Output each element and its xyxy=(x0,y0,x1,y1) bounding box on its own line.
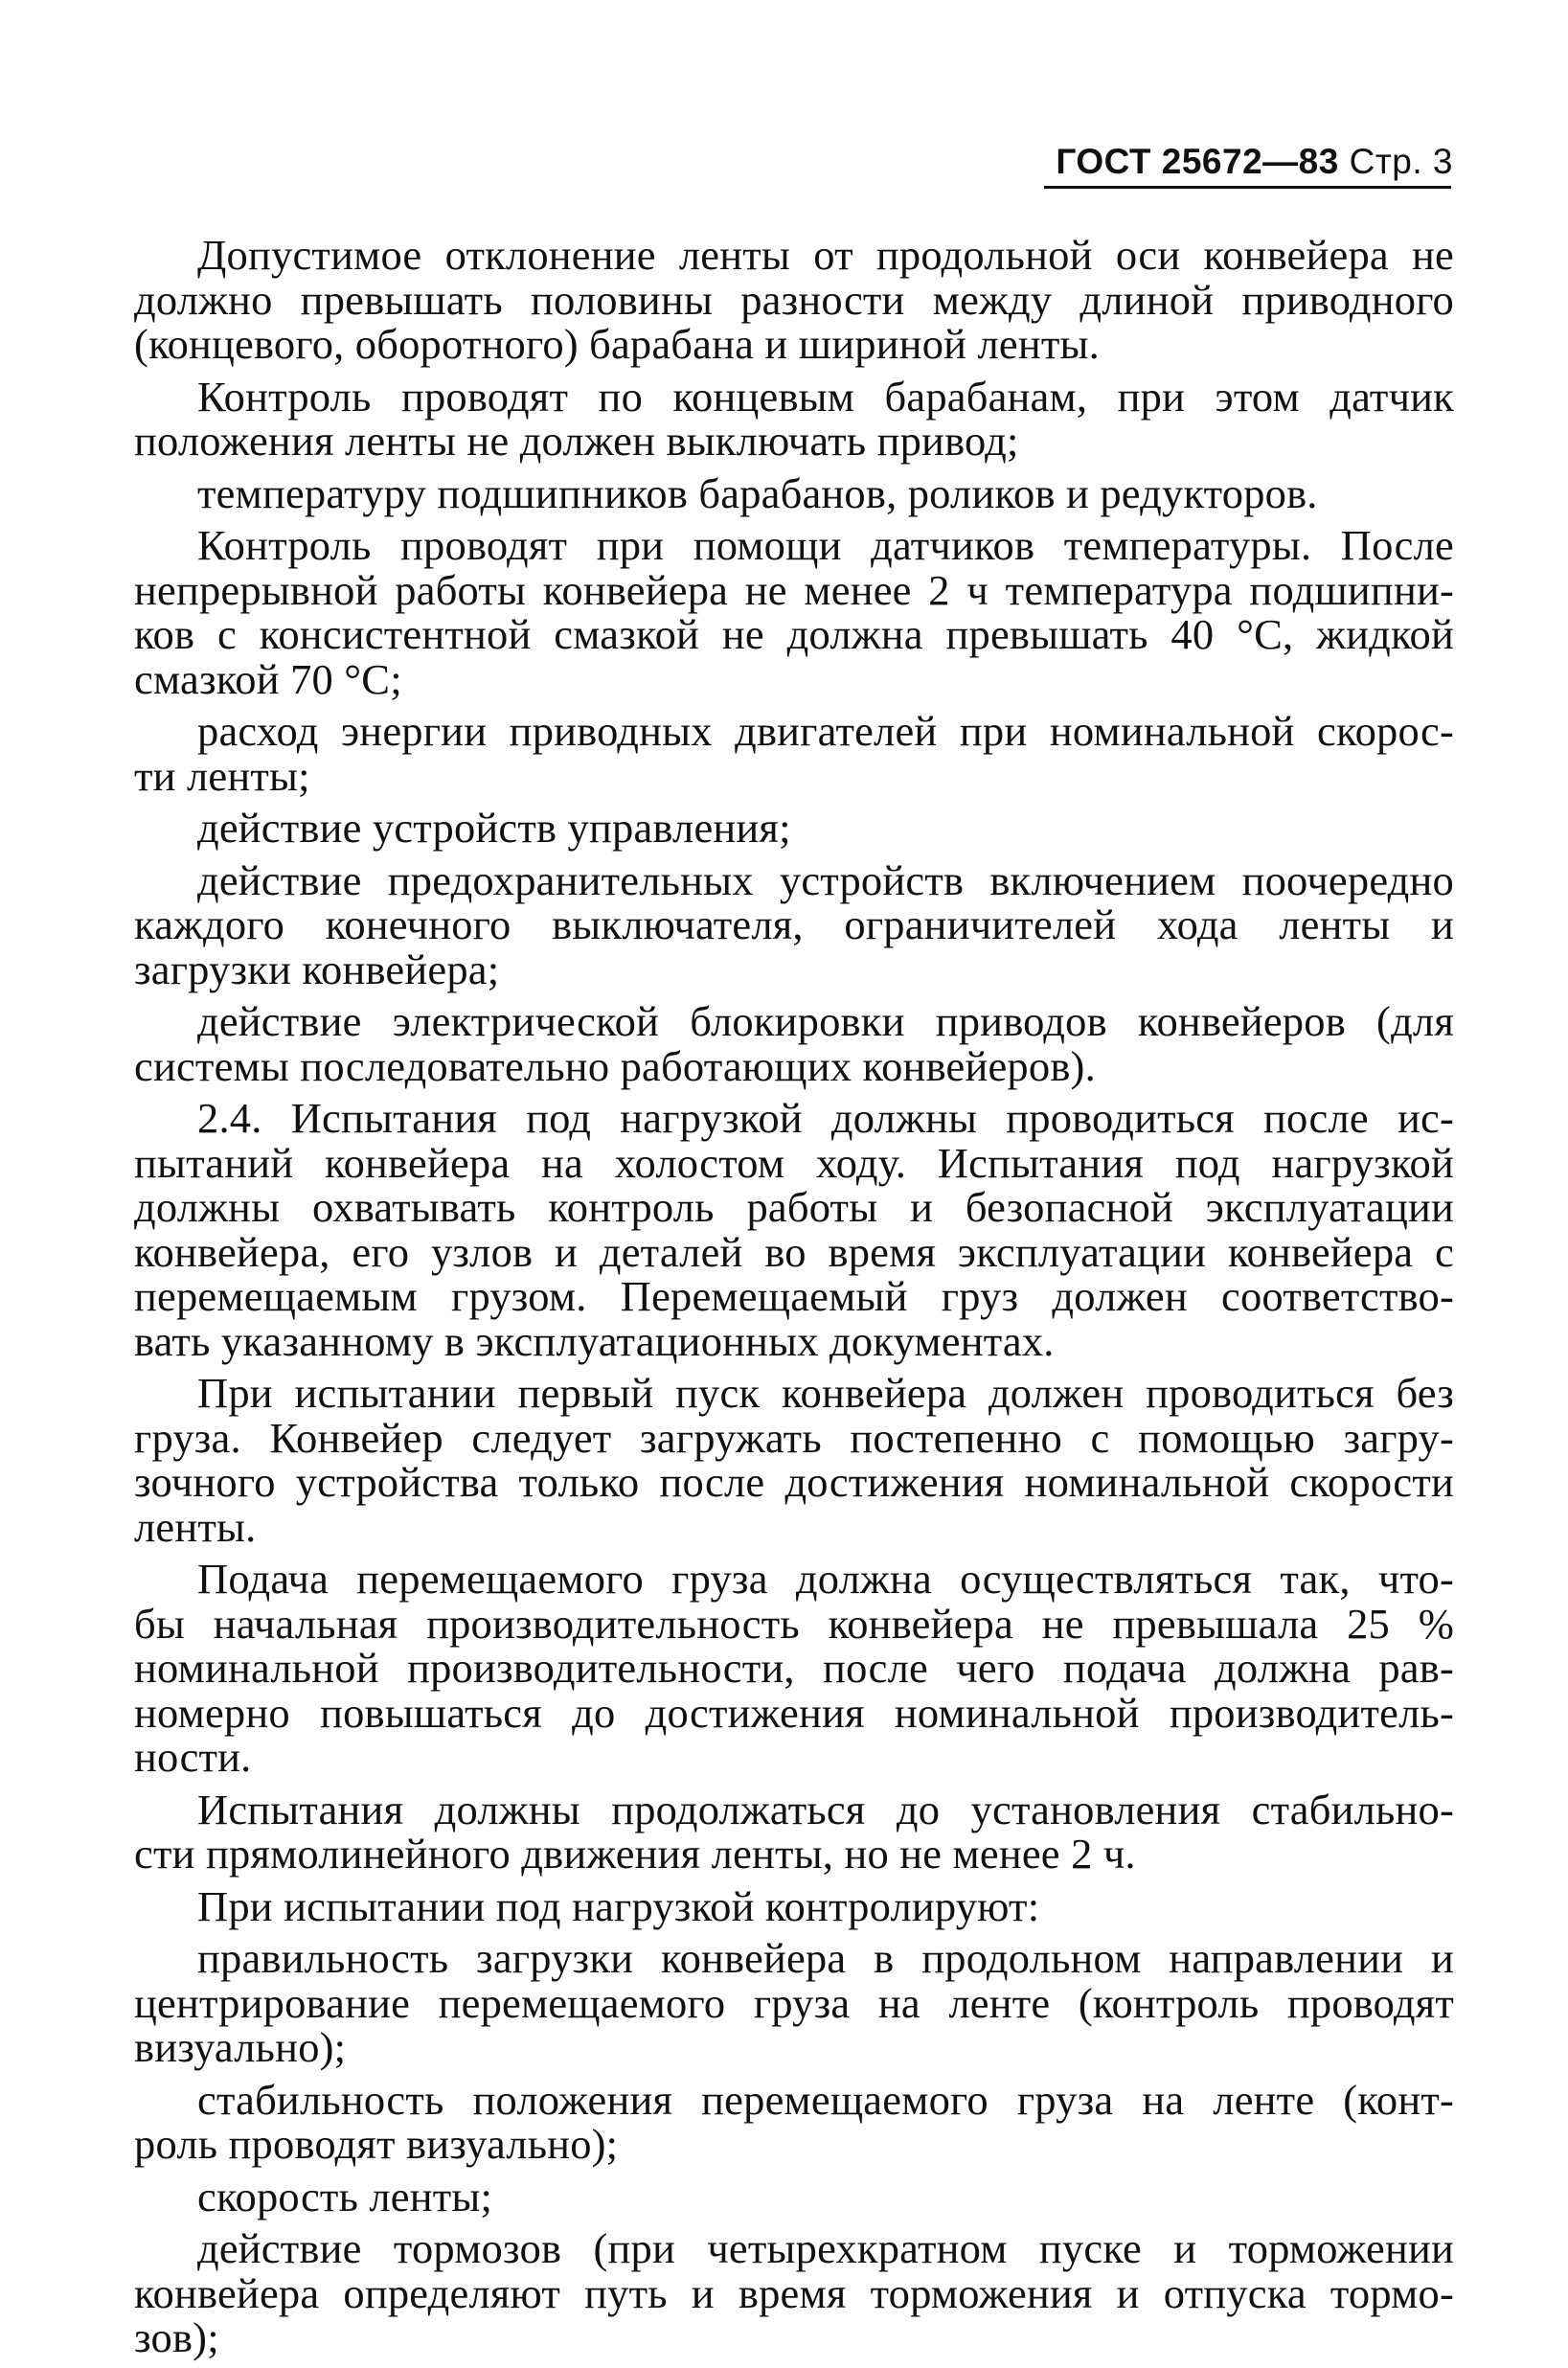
paragraph xyxy=(134,1096,1454,1363)
text-line: непрерывной работы конвейера не менее 2 ч температура подшипни- xyxy=(134,565,1454,614)
text-line: положения ленты не должен выключать привод; xyxy=(134,417,1019,465)
text-line: При испытании первый пуск конвейера должен проводиться без xyxy=(197,1369,1454,1417)
text-line: номерно повышаться до достижения номинальной производитель- xyxy=(134,1688,1454,1737)
text-line: действие устройств управления; xyxy=(197,804,791,852)
paragraph xyxy=(134,1371,1454,1549)
paragraph xyxy=(134,1936,1454,2070)
paragraph xyxy=(134,2226,1454,2360)
text-line: 2.4. Испытания под нагрузкой должны проводиться после ис- xyxy=(197,1094,1454,1142)
text-line: каждого конечного выключателя, ограничителей хода ленты и xyxy=(134,900,1454,948)
paragraph xyxy=(134,1881,1454,1930)
text-line: расход энергии приводных двигателей при номинальной скорос- xyxy=(197,707,1454,755)
text-line: груза. Конвейер следует загружать постепенно с помощью загру- xyxy=(134,1413,1454,1462)
text-line: визуально); xyxy=(134,2023,347,2071)
text-line: ков с консистентной смазкой не должна превышать 40 °С, жидкой xyxy=(134,610,1454,658)
header-rule xyxy=(1044,186,1451,189)
text-line: ленты. xyxy=(134,1502,257,1551)
paragraph xyxy=(134,2174,1454,2220)
paragraph xyxy=(134,2075,1454,2168)
text-line: сти прямолинейного движения ленты, но не менее 2 ч. xyxy=(134,1830,1136,1878)
text-line: бы начальная производительность конвейера не превышала 25 % xyxy=(134,1599,1454,1648)
text-line: Допустимое отклонение ленты от продольной оси конвейера не xyxy=(197,231,1454,279)
text-line: При испытании под нагрузкой контролируют: xyxy=(197,1881,1040,1930)
text-line: действие тормозов (при четырехкратном пуске и торможении xyxy=(197,2224,1454,2272)
text-line: зочного устройства только после достижения номинальной скорости xyxy=(134,1458,1454,1506)
text-line: системы последовательно работающих конвейеров). xyxy=(134,1041,1096,1090)
text-line: ти ленты; xyxy=(134,751,310,800)
text-line: номинальной производительности, после чего подача должна рав- xyxy=(134,1644,1454,1692)
text-line: (концевого, оборотного) барабана и шириной ленты. xyxy=(134,320,1100,368)
text-line: конвейера определяют путь и время торможения и отпуска тормо- xyxy=(134,2268,1454,2317)
paragraph xyxy=(134,468,1454,517)
page-number: Стр. 3 xyxy=(1349,142,1453,181)
paragraph xyxy=(134,233,1454,367)
text-line: должны охватывать контроль работы и безопасной эксплуатации xyxy=(134,1183,1454,1231)
text-line: должно превышать половины разности между длиной приводного xyxy=(134,275,1454,324)
text-line: стабильность положения перемещаемого груза на ленте (конт- xyxy=(197,2075,1454,2124)
text-line: температуру подшипников барабанов, роликов и редукторов. xyxy=(197,468,1318,517)
paragraph xyxy=(134,806,1454,851)
paragraph xyxy=(134,523,1454,701)
document-body xyxy=(134,233,1454,2368)
paragraph xyxy=(134,709,1454,798)
text-line: перемещаемым грузом. Перемещаемый груз должен соответство- xyxy=(134,1272,1454,1320)
text-line: действие предохранительных устройств включением поочередно xyxy=(197,855,1454,904)
text-line: Контроль проводят при помощи датчиков температуры. После xyxy=(197,521,1454,569)
text-line: загрузки конвейера; xyxy=(134,945,500,993)
page-header xyxy=(1039,140,1453,184)
text-line: Контроль проводят по концевым барабанам, при этом датчик xyxy=(197,372,1454,421)
paragraph xyxy=(134,1787,1454,1877)
text-line: правильность загрузки конвейера в продольном направлении и xyxy=(197,1934,1454,1982)
text-line: зов); xyxy=(134,2313,219,2361)
text-line: действие электрической блокировки приводов конвейеров (для xyxy=(197,997,1454,1045)
text-line: вать указанному в эксплуатационных документах. xyxy=(134,1316,1055,1365)
text-line: пытаний конвейера на холостом ходу. Испытания под нагрузкой xyxy=(134,1138,1454,1187)
text-line: ности. xyxy=(134,1733,252,1781)
paragraph xyxy=(134,372,1454,465)
text-line: конвейера, его узлов и деталей во время эксплуатации конвейера с xyxy=(134,1227,1454,1276)
text-line: Подача перемещаемого груза должна осуществляться так, что- xyxy=(197,1555,1454,1603)
standard-number: ГОСТ 25672—83 xyxy=(1056,142,1339,181)
text-line: смазкой 70 °С; xyxy=(134,654,402,703)
text-line: скорость ленты; xyxy=(197,2172,493,2220)
paragraph xyxy=(134,1557,1454,1780)
text-line: Испытания должны продолжаться до установления стабильно- xyxy=(197,1785,1454,1833)
paragraph xyxy=(134,855,1454,993)
text-line: центрирование перемещаемого груза на ленте (контроль проводят xyxy=(134,1978,1454,2027)
text-line: роль проводят визуально); xyxy=(134,2120,619,2168)
paragraph xyxy=(134,999,1454,1088)
